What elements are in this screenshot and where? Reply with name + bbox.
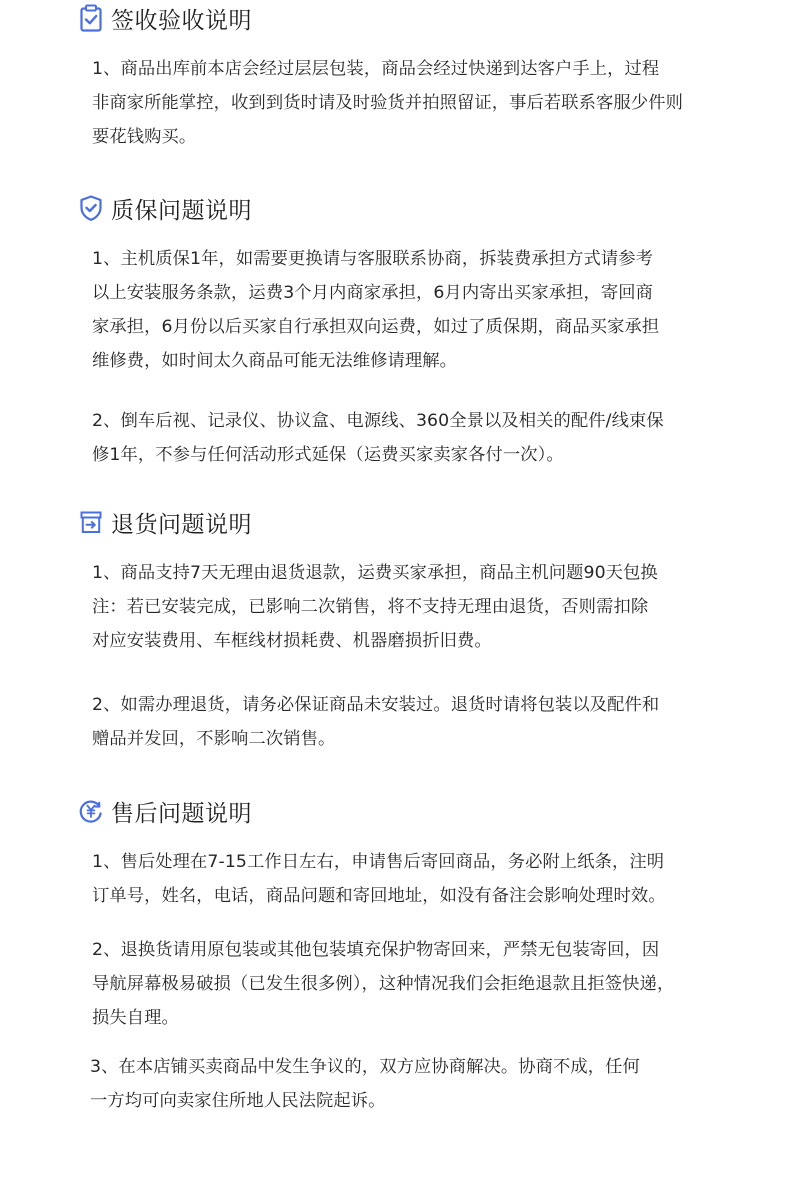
paragraph-line: 1、主机质保1年，如需要更换请与客服联系协商，拆装费承担方式请参考	[92, 249, 654, 269]
paragraph-line: 家承担，6月份以后买家自行承担双向运费，如过了质保期，商品买家承担	[92, 317, 660, 337]
section-paragraph	[92, 933, 722, 1035]
section-title-warranty	[79, 191, 252, 225]
section-title-aftersales	[79, 794, 252, 828]
paragraph-line: 注：若已安装完成，已影响二次销售，将不支持无理由退货，否则需扣除	[92, 597, 649, 617]
section-title-text: 退货问题说明	[111, 511, 252, 538]
clipboard-check-icon	[79, 4, 103, 32]
paragraph-line: 非商家所能掌控，收到到货时请及时验货并拍照留证，事后若联系客服少件则	[92, 93, 683, 113]
paragraph-line: 1、售后处理在7-15工作日左右，申请售后寄回商品，务必附上纸条，注明	[92, 852, 665, 872]
paragraph-line: 导航屏幕极易破损（已发生很多例），这种情况我们会拒绝退款且拒签快递，	[92, 974, 675, 994]
section-title-return	[79, 505, 252, 539]
paragraph-line: 赠品并发回，不影响二次销售。	[92, 729, 336, 749]
paragraph-line: 1、商品支持7天无理由退货退款，运费买家承担，商品主机问题90天包换	[92, 563, 658, 583]
section-paragraph	[92, 688, 722, 756]
paragraph-line: 损失自理。	[92, 1008, 179, 1028]
paragraph-line: 要花钱购买。	[92, 127, 197, 147]
paragraph-line: 以上安装服务条款，运费3个月内商家承担，6月内寄出买家承担，寄回商	[92, 283, 654, 303]
yen-circle-icon	[79, 797, 103, 825]
paragraph-line: 修1年，不参与任何活动形式延保（运费买家卖家各付一次）。	[92, 445, 564, 465]
section-paragraph	[92, 52, 722, 154]
section-paragraph	[92, 242, 722, 378]
paragraph-line: 对应安装费用、车框线材损耗费、机器磨损折旧费。	[92, 631, 492, 651]
paragraph-line: 2、如需办理退货，请务必保证商品未安装过。退货时请将包装以及配件和	[92, 695, 660, 715]
paragraph-line: 2、倒车后视、记录仪、协议盒、电源线、360全景以及相关的配件/线束保	[92, 411, 664, 431]
section-title-receipt	[79, 1, 252, 35]
paragraph-line: 一方均可向卖家住所地人民法院起诉。	[90, 1091, 386, 1111]
return-box-icon	[79, 508, 103, 536]
paragraph-line: 订单号，姓名，电话，商品问题和寄回地址，如没有备注会影响处理时效。	[92, 886, 666, 906]
paragraph-line: 1、商品出库前本店会经过层层包装，商品会经过快递到达客户手上，过程	[92, 59, 660, 79]
section-title-text: 售后问题说明	[111, 800, 252, 827]
paragraph-line: 3、在本店铺买卖商品中发生争议的，双方应协商解决。协商不成，任何	[90, 1057, 640, 1077]
paragraph-line: 维修费，如时间太久商品可能无法维修请理解。	[92, 351, 458, 371]
section-paragraph	[92, 845, 722, 913]
section-paragraph	[92, 556, 722, 658]
section-title-text: 签收验收说明	[111, 7, 252, 34]
paragraph-line: 2、退换货请用原包装或其他包装填充保护物寄回来，严禁无包装寄回，因	[92, 940, 660, 960]
section-paragraph	[92, 404, 722, 472]
section-paragraph	[90, 1050, 720, 1118]
shield-check-icon	[79, 194, 103, 222]
section-title-text: 质保问题说明	[111, 197, 252, 224]
